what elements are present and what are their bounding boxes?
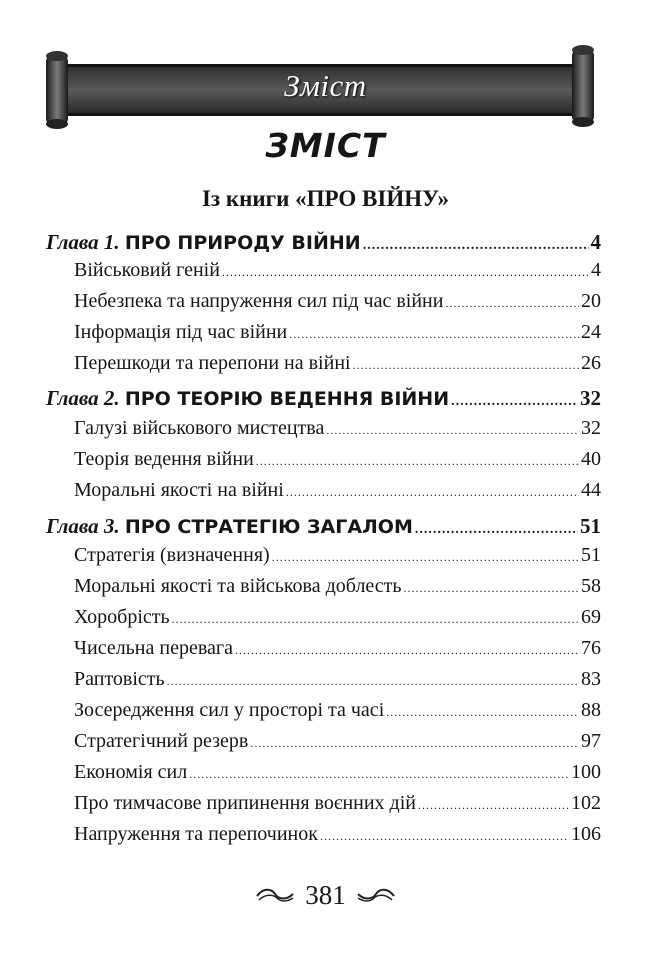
toc-item[interactable]: [74, 761, 601, 791]
toc-item[interactable]: [74, 606, 601, 636]
page-title: ЗМІСТ: [265, 126, 386, 165]
page-number: 51: [581, 544, 601, 566]
page-number: 44: [581, 479, 601, 501]
item-title: Раптовість: [74, 668, 165, 690]
toc-item[interactable]: [74, 479, 601, 509]
scroll-banner: [0, 0, 651, 130]
page-number: 58: [581, 575, 601, 597]
item-title: Економія сил: [74, 761, 188, 783]
dot-leader: [289, 321, 579, 344]
chapter-label: Глава 1.: [46, 230, 120, 254]
item-title: Теорія ведення війни: [74, 448, 254, 470]
page-number: 83: [581, 668, 601, 690]
chapter-entry[interactable]: [46, 230, 601, 260]
toc-item[interactable]: [74, 259, 601, 289]
item-title: Моральні якості та військова доблесть: [74, 575, 402, 597]
page-number: 40: [581, 448, 601, 470]
banner-title: Зміст: [284, 68, 367, 103]
dot-leader: [415, 514, 578, 539]
toc-item[interactable]: [74, 637, 601, 667]
page-number: 24: [581, 321, 601, 343]
dot-leader: [286, 479, 579, 502]
page-number: 88: [581, 699, 601, 721]
chapter-label: Глава 2.: [46, 386, 120, 410]
item-title: Чисельна перевага: [74, 637, 233, 659]
page-number: 51: [580, 514, 601, 538]
item-title: Небезпека та напруження сил під час війни: [74, 290, 444, 312]
dot-leader: [272, 544, 579, 567]
item-title: Військовий геній: [74, 259, 220, 281]
dot-leader: [189, 761, 569, 784]
chapter-entry[interactable]: [46, 386, 601, 416]
item-title: Зосередження сил у просторі та часі: [74, 699, 385, 721]
toc-item[interactable]: [74, 730, 601, 760]
toc-item[interactable]: [74, 792, 601, 822]
toc-item[interactable]: [74, 699, 601, 729]
page-number: 100: [571, 761, 601, 783]
dot-leader: [418, 792, 569, 815]
item-title: Перешкоди та перепони на війні: [74, 352, 351, 374]
dot-leader: [386, 699, 579, 722]
page-number: 97: [581, 730, 601, 752]
page-number: 102: [571, 792, 601, 814]
toc-item[interactable]: [74, 352, 601, 382]
chapter-title: ПРО СТРАТЕГІЮ ЗАГАЛОМ: [124, 516, 413, 538]
toc-item[interactable]: [74, 823, 601, 853]
toc-item[interactable]: [74, 321, 601, 351]
scroll-ornament: [0, 0, 651, 130]
dot-leader: [326, 417, 579, 440]
dot-leader: [222, 259, 589, 282]
page-number: 32: [580, 386, 601, 410]
chapter-title: ПРО ТЕОРІЮ ВЕДЕННЯ ВІЙНИ: [124, 388, 450, 410]
chapter-title: ПРО ПРИРОДУ ВІЙНИ: [124, 232, 361, 254]
item-title: Напруження та перепочинок: [74, 823, 318, 845]
item-title: Інформація під час війни: [74, 321, 288, 343]
toc-item[interactable]: [74, 544, 601, 574]
chapter-entry[interactable]: [46, 514, 601, 544]
page-number: 106: [571, 823, 601, 845]
page-footer: [0, 880, 651, 911]
dot-leader: [167, 668, 579, 691]
dot-leader: [250, 730, 579, 753]
item-title: Стратегічний резерв: [74, 730, 249, 752]
item-title: Моральні якості на війні: [74, 479, 284, 501]
dot-leader: [451, 386, 578, 411]
page-number: 4: [590, 230, 601, 254]
page-number: 76: [581, 637, 601, 659]
page-number: 69: [581, 606, 601, 628]
toc-item[interactable]: [74, 417, 601, 447]
toc-item[interactable]: [74, 448, 601, 478]
page-number: 20: [581, 290, 601, 312]
toc-item[interactable]: [74, 290, 601, 320]
item-title: Стратегія (визначення): [74, 544, 270, 566]
item-title: Хоробрість: [74, 606, 170, 628]
left-flourish-icon: [255, 886, 295, 906]
dot-leader: [404, 575, 579, 598]
dot-leader: [363, 230, 589, 255]
dot-leader: [235, 637, 579, 660]
page-number: 4: [591, 259, 601, 281]
item-title: Галузі військового мистецтва: [74, 417, 325, 439]
toc-item[interactable]: [74, 668, 601, 698]
dot-leader: [445, 290, 579, 313]
dot-leader: [172, 606, 579, 629]
dot-leader: [320, 823, 569, 846]
dot-leader: [256, 448, 579, 471]
book-subtitle: Із книги «ПРО ВІЙНУ»: [201, 186, 450, 211]
chapter-label: Глава 3.: [46, 514, 120, 538]
page-number: 26: [581, 352, 601, 374]
dot-leader: [353, 352, 579, 375]
page-number: 32: [581, 417, 601, 439]
right-flourish-icon: [356, 886, 396, 906]
page-number-footer: 381: [305, 880, 346, 910]
item-title: Про тимчасове припинення воєнних дій: [74, 792, 416, 814]
toc-item[interactable]: [74, 575, 601, 605]
